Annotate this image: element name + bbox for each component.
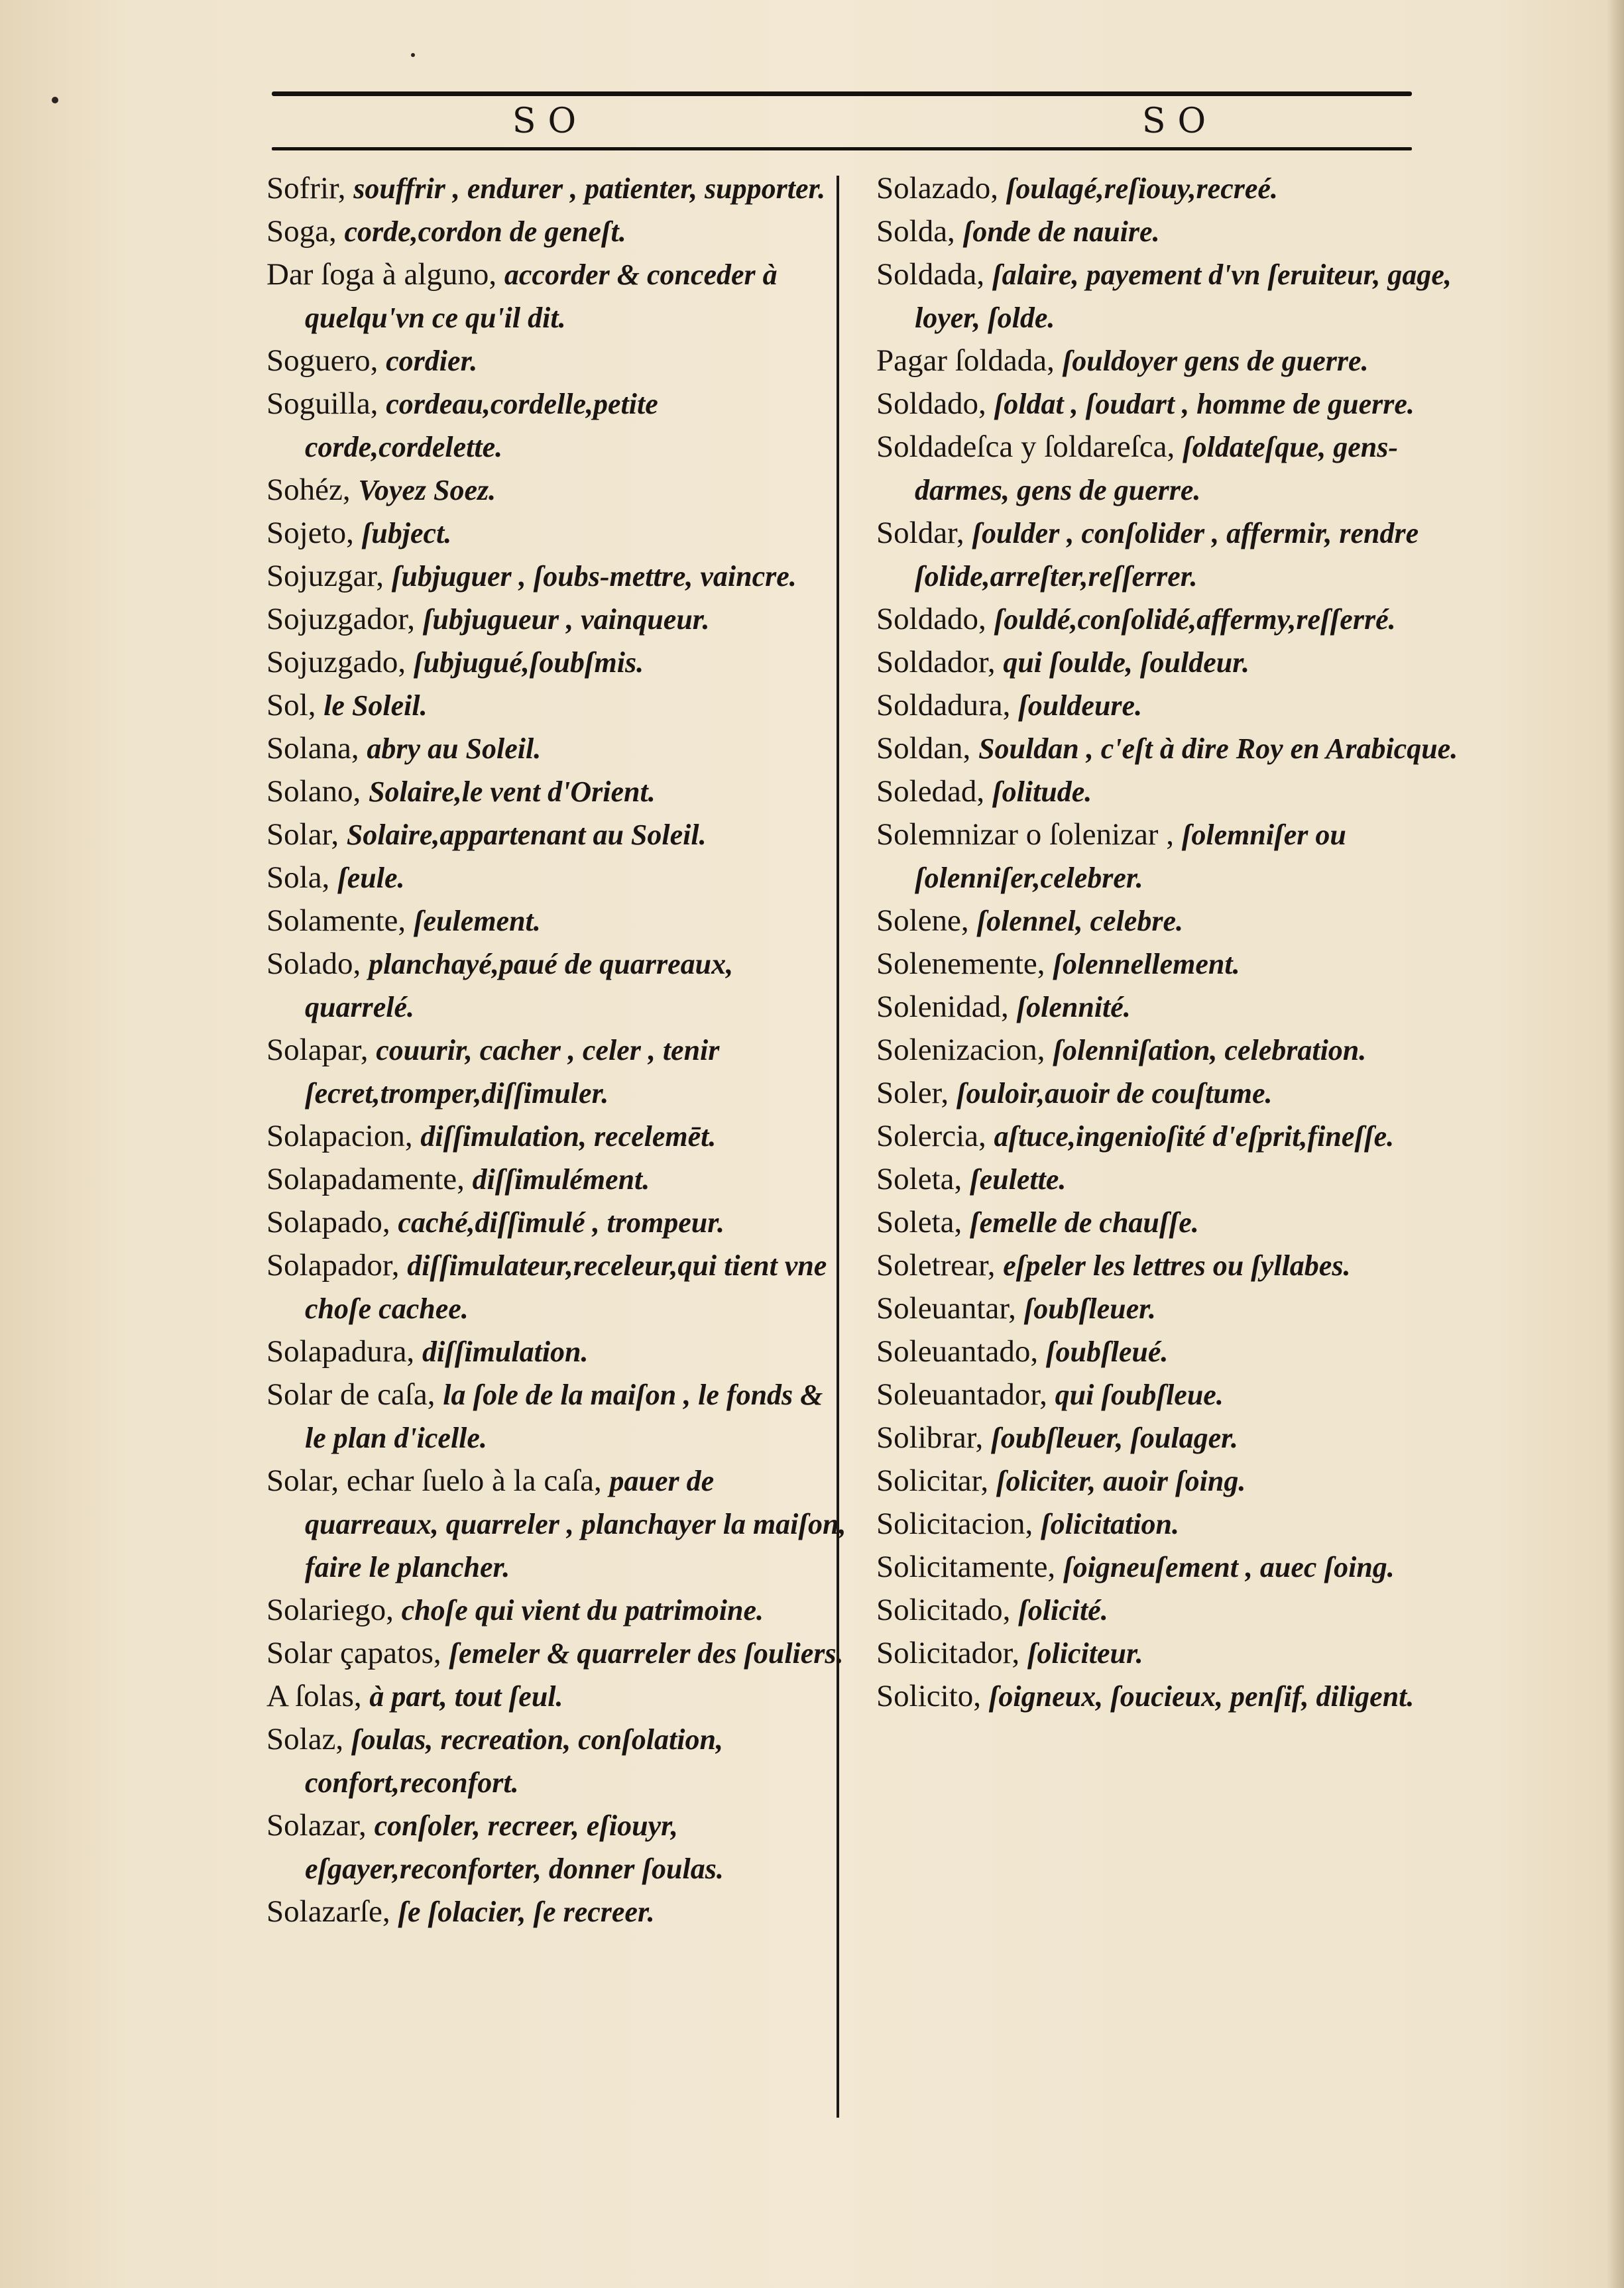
dictionary-entry bbox=[876, 943, 1460, 986]
dictionary-entry bbox=[876, 426, 1460, 512]
entry-headword: Solemnizar o ſolenizar , bbox=[876, 817, 1174, 852]
entry-definition: eſpeler les lettres ou ſyllabes. bbox=[1003, 1249, 1351, 1282]
entry-definition: diſſimulation. bbox=[422, 1336, 589, 1368]
entry-definition: ſeulement. bbox=[413, 905, 541, 937]
entry-headword: Solercia, bbox=[876, 1119, 986, 1153]
entry-headword: Sol, bbox=[266, 688, 316, 722]
dictionary-entry bbox=[266, 943, 850, 1029]
entry-definition: diſſimulément. bbox=[472, 1163, 650, 1196]
entry-definition: ſoubſleué. bbox=[1045, 1336, 1169, 1368]
entry-definition: ſouldeure. bbox=[1018, 689, 1143, 722]
entry-definition: ſouloir,auoir de couſtume. bbox=[956, 1077, 1273, 1110]
entry-headword: Solda, bbox=[876, 214, 955, 249]
dictionary-entry bbox=[266, 1115, 850, 1158]
entry-headword: Soguero, bbox=[266, 343, 378, 378]
entry-headword: Soldadura, bbox=[876, 688, 1011, 722]
dictionary-entry bbox=[266, 1330, 850, 1373]
running-header-left: SO bbox=[512, 101, 589, 141]
dictionary-entry bbox=[876, 1330, 1460, 1373]
entry-headword: Soledad, bbox=[876, 774, 985, 809]
dictionary-entry bbox=[876, 1201, 1460, 1244]
page-edge-shadow bbox=[1607, 0, 1624, 2288]
entry-headword: Soldador, bbox=[876, 645, 996, 679]
dictionary-entry bbox=[876, 167, 1460, 210]
entry-headword: Solaz, bbox=[266, 1722, 344, 1756]
entry-headword: Soga, bbox=[266, 214, 337, 249]
dictionary-entry bbox=[876, 813, 1460, 899]
entry-headword: Soleta, bbox=[876, 1162, 962, 1196]
dictionary-entry bbox=[876, 1416, 1460, 1459]
entry-definition: souffrir , endurer , patienter, supporter. bbox=[353, 172, 826, 205]
entry-definition: Solaire,le vent d'Orient. bbox=[369, 775, 656, 808]
entry-headword: Solazarſe, bbox=[266, 1894, 390, 1929]
entry-definition: ſolicitation. bbox=[1041, 1508, 1180, 1540]
dictionary-entry bbox=[876, 1287, 1460, 1330]
entry-definition: planchayé,paué de quarreaux, quarrelé. bbox=[305, 948, 734, 1023]
entry-definition: à part, tout ſeul. bbox=[369, 1680, 563, 1713]
dictionary-entry bbox=[266, 598, 850, 641]
entry-definition: diſſimulation, recelemēt. bbox=[420, 1120, 717, 1153]
entry-definition: qui ſoubſleue. bbox=[1055, 1379, 1224, 1411]
entry-headword: Sola, bbox=[266, 860, 330, 895]
entry-headword: Solado, bbox=[266, 946, 361, 981]
entry-headword: Solicitar, bbox=[876, 1463, 989, 1498]
dictionary-entry bbox=[266, 1244, 850, 1330]
dictionary-entry bbox=[876, 1503, 1460, 1546]
entry-headword: Solar, bbox=[266, 817, 339, 852]
dictionary-entry bbox=[266, 382, 850, 469]
dictionary-entry bbox=[876, 1675, 1460, 1718]
dictionary-entry bbox=[266, 641, 850, 684]
dictionary-entry bbox=[876, 727, 1460, 770]
entry-definition: ſubject. bbox=[361, 517, 452, 549]
entry-definition: qui ſoulde, ſouldeur. bbox=[1003, 646, 1249, 679]
entry-headword: Solapacion, bbox=[266, 1119, 413, 1153]
dictionary-entry bbox=[266, 856, 850, 899]
entry-headword: Sojuzgar, bbox=[266, 559, 384, 593]
entry-headword: Solazado, bbox=[876, 171, 999, 205]
entry-headword: Soldado, bbox=[876, 602, 986, 636]
entry-headword: Soleuantado, bbox=[876, 1334, 1039, 1369]
dictionary-entry bbox=[876, 598, 1460, 641]
dictionary-entry bbox=[876, 1632, 1460, 1675]
entry-headword: Soleta, bbox=[876, 1205, 962, 1239]
entry-definition: ſalaire, payement d'vn ſeruiteur, gage, loyer, ſolde. bbox=[915, 258, 1452, 334]
entry-headword: Sojuzgado, bbox=[266, 645, 406, 679]
entry-definition: diſſimulateur,receleur,qui tient vne choſe cachee. bbox=[305, 1249, 827, 1325]
dictionary-entry bbox=[266, 167, 850, 210]
running-header-right: SO bbox=[1141, 101, 1218, 141]
entry-headword: Soldada, bbox=[876, 257, 985, 292]
entry-definition: ſonde de nauire. bbox=[962, 215, 1160, 248]
dictionary-entry bbox=[876, 1546, 1460, 1589]
entry-headword: Soleuantador, bbox=[876, 1377, 1047, 1412]
header-rule-bottom bbox=[272, 147, 1412, 150]
dictionary-entry bbox=[266, 253, 850, 339]
entry-definition: choſe qui vient du patrimoine. bbox=[401, 1594, 764, 1627]
entry-headword: Solariego, bbox=[266, 1593, 394, 1627]
dictionary-entry bbox=[266, 469, 850, 512]
header-rule-top bbox=[272, 91, 1412, 96]
entry-definition: cordier. bbox=[386, 345, 478, 377]
entry-definition: ſolennité. bbox=[1016, 991, 1131, 1023]
dictionary-entry bbox=[266, 210, 850, 253]
entry-definition: ſoulas, recreation, conſolation, confort,reconfort. bbox=[305, 1723, 723, 1799]
dictionary-entry bbox=[266, 899, 850, 943]
entry-headword: Solicitador, bbox=[876, 1636, 1020, 1670]
dictionary-entry bbox=[266, 684, 850, 727]
dictionary-entry bbox=[266, 512, 850, 555]
entry-definition: ſolennellement. bbox=[1053, 948, 1240, 980]
dictionary-entry bbox=[876, 986, 1460, 1029]
dictionary-entry bbox=[266, 770, 850, 813]
dictionary-entry bbox=[266, 727, 850, 770]
dictionary-entry bbox=[876, 210, 1460, 253]
dictionary-entry bbox=[266, 813, 850, 856]
entry-definition: ſeule. bbox=[337, 862, 405, 894]
entry-definition: pauer de quarreaux, quarreler , planchayer la maiſon, faire le plancher. bbox=[305, 1465, 846, 1583]
entry-headword: Solicitacion, bbox=[876, 1507, 1033, 1541]
entry-definition: ſoubſleuer. bbox=[1023, 1292, 1156, 1325]
left-column bbox=[266, 167, 850, 1933]
dictionary-entry bbox=[266, 339, 850, 382]
entry-definition: ſolennel, celebre. bbox=[976, 905, 1183, 937]
entry-headword: Soldado, bbox=[876, 386, 986, 421]
dictionary-entry bbox=[876, 1244, 1460, 1287]
dictionary-entry bbox=[876, 641, 1460, 684]
entry-definition: ſouldé,conſolidé,affermy,reſſerré. bbox=[994, 603, 1396, 636]
entry-definition: cordeau,cordelle,petite corde,cordelette. bbox=[305, 388, 658, 463]
ink-speck bbox=[52, 97, 58, 103]
dictionary-entry bbox=[876, 512, 1460, 598]
entry-definition: ſolitude. bbox=[992, 775, 1092, 808]
dictionary-entry bbox=[876, 1373, 1460, 1416]
entry-headword: Solicitamente, bbox=[876, 1550, 1056, 1584]
entry-definition: ſouldoyer gens de guerre. bbox=[1062, 345, 1369, 377]
entry-headword: Soguilla, bbox=[266, 386, 378, 421]
entry-headword: Solenemente, bbox=[876, 946, 1045, 981]
entry-headword: Solicito, bbox=[876, 1679, 981, 1713]
entry-headword: Solar, echar ſuelo à la caſa, bbox=[266, 1463, 602, 1498]
entry-headword: Soletrear, bbox=[876, 1248, 996, 1283]
dictionary-entry bbox=[266, 1632, 850, 1675]
entry-headword: Solenidad, bbox=[876, 990, 1009, 1024]
entry-definition: le Soleil. bbox=[323, 689, 428, 722]
entry-definition: la ſole de la maiſon , le fonds & le plan d'icelle. bbox=[305, 1379, 823, 1454]
entry-headword: Solenizacion, bbox=[876, 1033, 1045, 1067]
right-column bbox=[876, 167, 1460, 1718]
entry-headword: Solazar, bbox=[266, 1808, 367, 1843]
entry-definition: conſoler, recreer, eſiouyr, eſgayer,reconforter, donner ſoulas. bbox=[305, 1809, 724, 1885]
entry-headword: Solamente, bbox=[266, 903, 406, 938]
entry-definition: aſtuce,ingenioſité d'eſprit,fineſſe. bbox=[994, 1120, 1395, 1153]
dictionary-entry bbox=[266, 1029, 850, 1115]
entry-definition: ſolemniſer ou ſolenniſer,celebrer. bbox=[915, 819, 1346, 894]
entry-definition: ſoldat , ſoudart , homme de guerre. bbox=[994, 388, 1415, 420]
entry-headword: Solapadamente, bbox=[266, 1162, 465, 1196]
entry-definition: ſoulder , conſolider , affermir, rendre ſolide,arreſter,reſſerrer. bbox=[915, 517, 1419, 593]
entry-headword: Soleuantar, bbox=[876, 1291, 1016, 1326]
entry-definition: ſemeler & quarreler des ſouliers. bbox=[449, 1637, 844, 1670]
dictionary-entry bbox=[266, 1459, 850, 1589]
dictionary-entry bbox=[266, 1373, 850, 1459]
entry-headword: Solene, bbox=[876, 903, 969, 938]
dictionary-entry bbox=[266, 1675, 850, 1718]
dictionary-entry bbox=[876, 339, 1460, 382]
entry-headword: Sojuzgador, bbox=[266, 602, 415, 636]
entry-headword: Solano, bbox=[266, 774, 361, 809]
entry-definition: corde,cordon de geneſt. bbox=[344, 215, 626, 248]
entry-headword: Solibrar, bbox=[876, 1420, 984, 1455]
entry-definition: ſoulagé,reſiouy,recreé. bbox=[1006, 172, 1278, 205]
entry-definition: ſeulette. bbox=[969, 1163, 1067, 1196]
entry-definition: ſoliciter, auoir ſoing. bbox=[996, 1465, 1246, 1497]
entry-headword: Solana, bbox=[266, 731, 359, 766]
entry-headword: Soldan, bbox=[876, 731, 971, 766]
entry-definition: ſubjuguer , ſoubs-mettre, vaincre. bbox=[391, 560, 797, 593]
entry-headword: Dar ſoga à alguno, bbox=[266, 257, 497, 292]
entry-headword: Solar çapatos, bbox=[266, 1636, 441, 1670]
dictionary-entry bbox=[266, 555, 850, 598]
entry-headword: Sofrir, bbox=[266, 171, 346, 205]
entry-definition: Voyez Soez. bbox=[358, 474, 496, 506]
dictionary-entry bbox=[876, 770, 1460, 813]
entry-headword: Soler, bbox=[876, 1076, 949, 1110]
entry-definition: ſubjugué,ſoubſmis. bbox=[413, 646, 644, 679]
entry-headword: Solar de caſa, bbox=[266, 1377, 435, 1412]
entry-headword: Pagar ſoldada, bbox=[876, 343, 1055, 378]
entry-definition: ſoigneux, ſoucieux, penſif, diligent. bbox=[988, 1680, 1415, 1713]
dictionary-entry bbox=[876, 1115, 1460, 1158]
entry-headword: Soldadeſca y ſoldareſca, bbox=[876, 429, 1175, 464]
dictionary-entry bbox=[266, 1201, 850, 1244]
entry-definition: couurir, cacher , celer , tenir ſecret,tromper,diſſimuler. bbox=[305, 1034, 720, 1110]
entry-definition: accorder & conceder à quelqu'vn ce qu'il dit. bbox=[305, 258, 778, 334]
entry-definition: ſoliciteur. bbox=[1027, 1637, 1143, 1670]
dictionary-entry bbox=[876, 899, 1460, 943]
entry-definition: ſubjugueur , vainqueur. bbox=[422, 603, 710, 636]
ink-speck bbox=[411, 53, 415, 57]
dictionary-entry bbox=[876, 684, 1460, 727]
entry-headword: Solapadura, bbox=[266, 1334, 415, 1369]
entry-definition: ſoubſleuer, ſoulager. bbox=[991, 1422, 1238, 1454]
entry-definition: Solaire,appartenant au Soleil. bbox=[346, 819, 707, 851]
entry-headword: Sohéz, bbox=[266, 473, 351, 507]
dictionary-entry bbox=[876, 1072, 1460, 1115]
dictionary-entry bbox=[266, 1804, 850, 1890]
dictionary-entry bbox=[876, 1029, 1460, 1072]
entry-definition: caché,diſſimulé , trompeur. bbox=[398, 1206, 725, 1239]
entry-headword: Soldar, bbox=[876, 516, 964, 550]
entry-headword: Solapado, bbox=[266, 1205, 390, 1239]
entry-headword: Sojeto, bbox=[266, 516, 354, 550]
dictionary-entry bbox=[266, 1890, 850, 1933]
dictionary-entry bbox=[876, 382, 1460, 426]
entry-definition: ſolenniſation, celebration. bbox=[1053, 1034, 1367, 1066]
dictionary-entry bbox=[266, 1158, 850, 1201]
entry-definition: ſolicité. bbox=[1018, 1594, 1108, 1627]
dictionary-entry bbox=[876, 1459, 1460, 1503]
entry-definition: abry au Soleil. bbox=[367, 732, 542, 765]
entry-headword: Solapar, bbox=[266, 1033, 369, 1067]
dictionary-entry bbox=[266, 1718, 850, 1804]
entry-headword: A ſolas, bbox=[266, 1679, 362, 1713]
entry-definition: ſoldateſque, gens-darmes, gens de guerre. bbox=[915, 431, 1399, 506]
entry-headword: Solapador, bbox=[266, 1248, 400, 1283]
entry-definition: ſoigneuſement , auec ſoing. bbox=[1063, 1551, 1395, 1583]
dictionary-entry bbox=[876, 1158, 1460, 1201]
dictionary-entry bbox=[876, 253, 1460, 339]
dictionary-entry bbox=[266, 1589, 850, 1632]
entry-definition: ſemelle de chauſſe. bbox=[969, 1206, 1199, 1239]
entry-definition: Souldan , c'eſt à dire Roy en Arabicque. bbox=[978, 732, 1458, 765]
dictionary-entry bbox=[876, 1589, 1460, 1632]
entry-definition: ſe ſolacier, ſe recreer. bbox=[398, 1896, 655, 1928]
entry-headword: Solicitado, bbox=[876, 1593, 1011, 1627]
